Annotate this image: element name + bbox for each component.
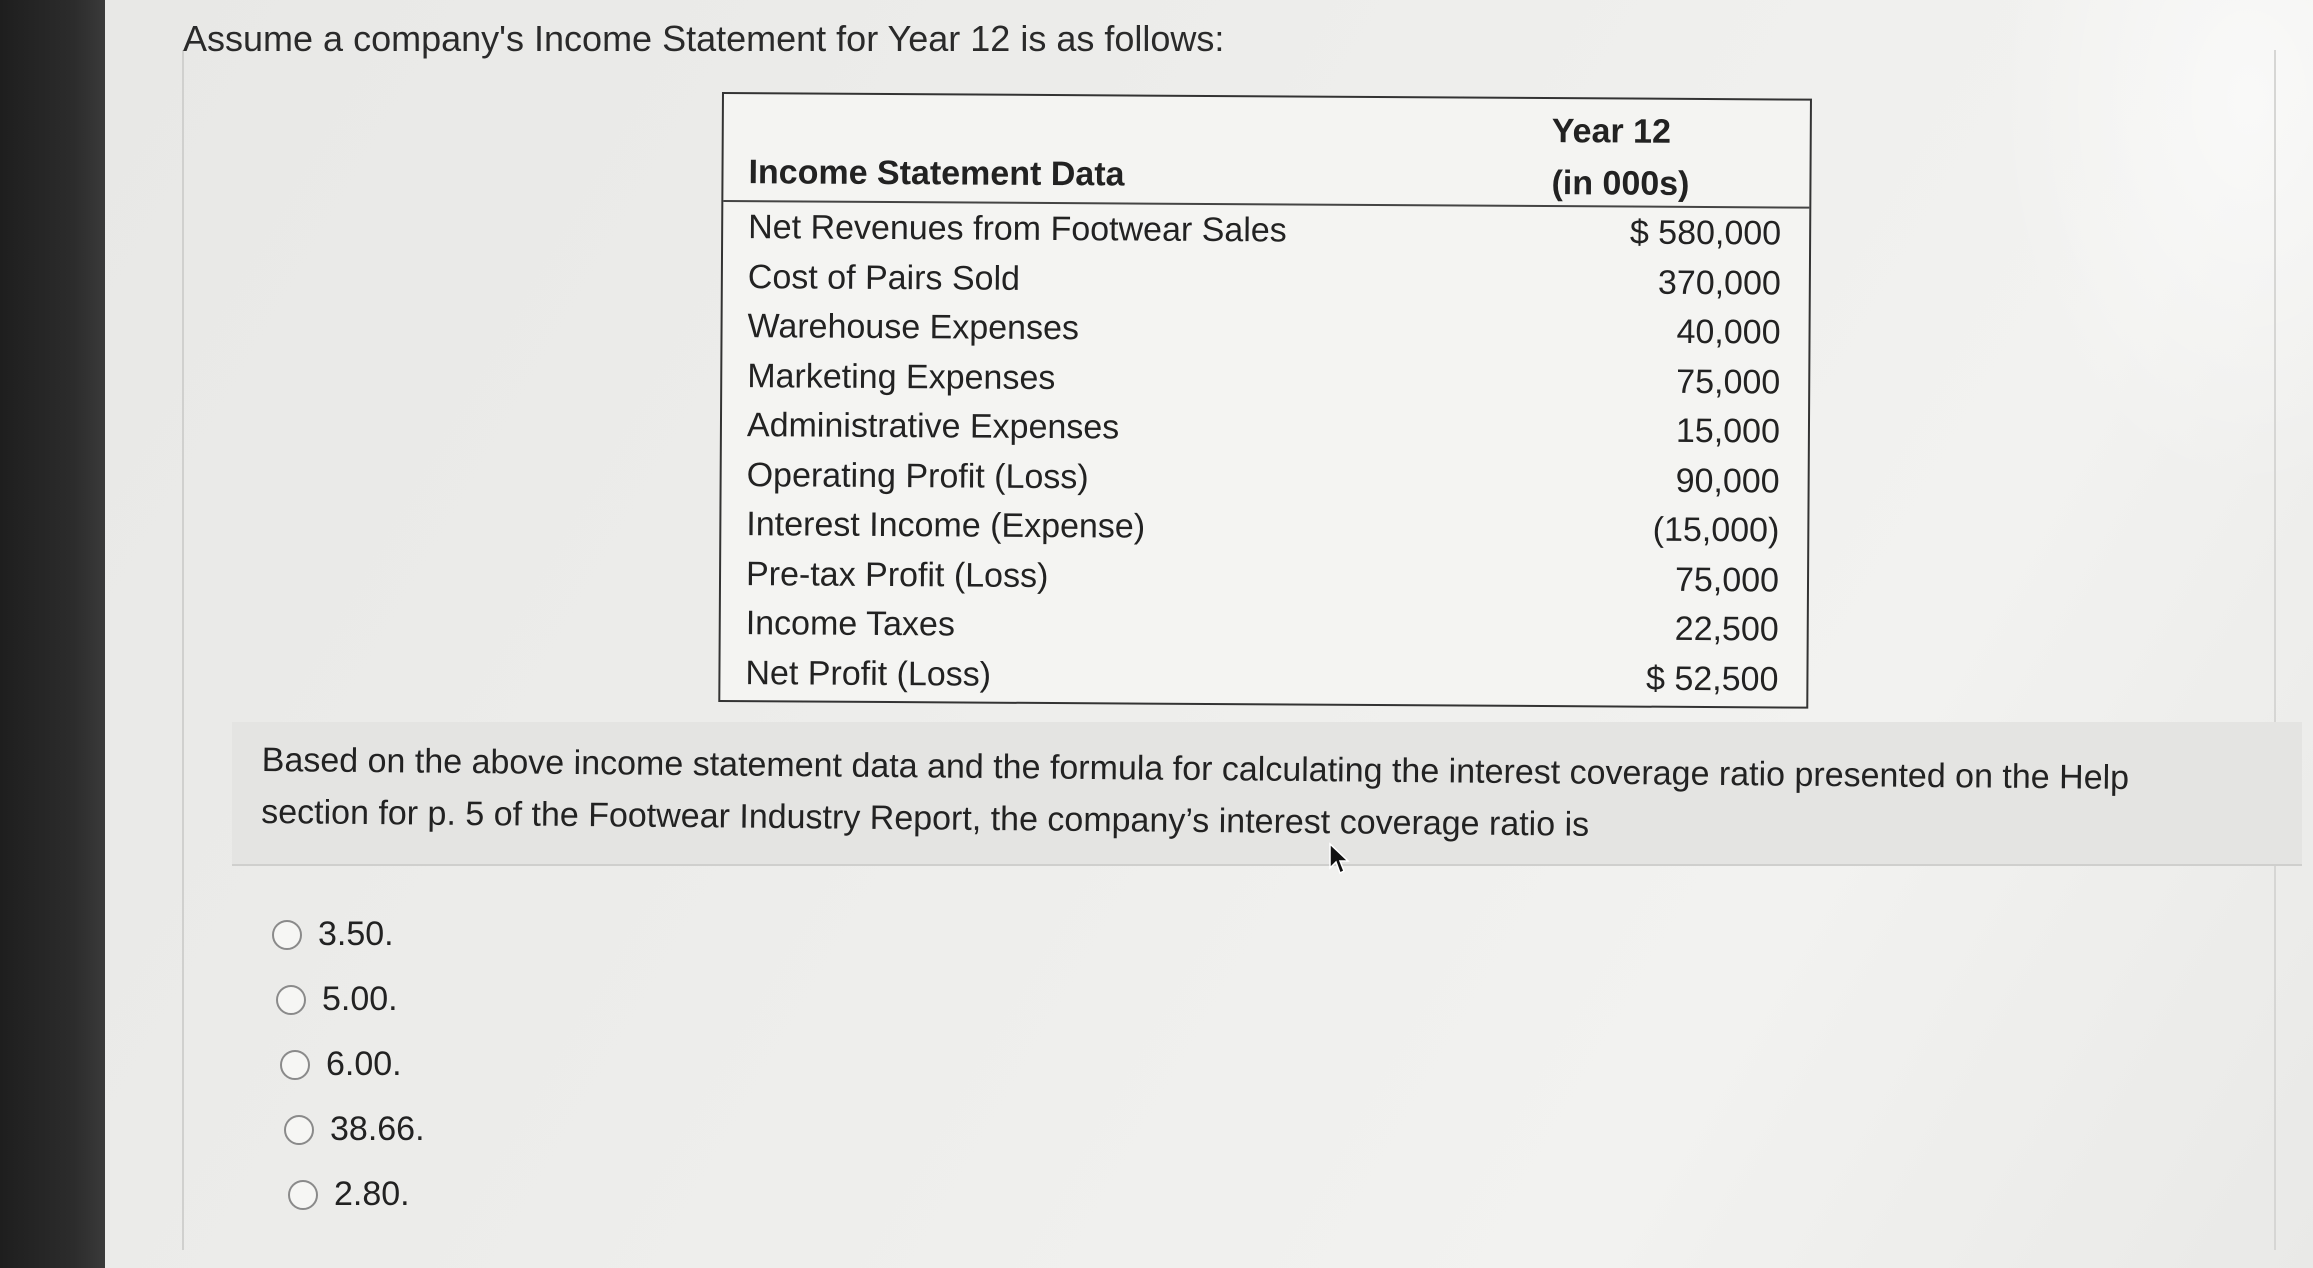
- question-band: [232, 722, 2302, 866]
- row-label: Net Profit (Loss): [745, 653, 992, 694]
- answer-option-label: 38.66.: [330, 1110, 425, 1148]
- row-label: Income Taxes: [745, 604, 956, 644]
- table-row: [721, 501, 1807, 557]
- table-header-row: [723, 94, 1810, 209]
- row-label: Warehouse Expenses: [747, 307, 1080, 348]
- table-header-year-line1: Year 12: [1551, 112, 1672, 151]
- radio-button[interactable]: [276, 985, 306, 1015]
- question-text: Based on the above income statement data and the formula for calculating the interest coverage ratio presented on the Help section for p. 5 of the Footwear Industry Report, the company’s interest coverage ratio is: [261, 740, 2130, 844]
- answer-options: [272, 902, 425, 1227]
- answer-option-label: 5.00.: [322, 980, 398, 1018]
- monitor-bezel: [0, 0, 105, 1268]
- table-header-label: Income Statement Data: [748, 153, 1125, 194]
- pointer-cursor-icon: [1328, 842, 1350, 876]
- table-row: [722, 303, 1808, 359]
- row-label: Marketing Expenses: [747, 356, 1056, 397]
- row-label: Operating Profit (Loss): [746, 455, 1089, 496]
- radio-button[interactable]: [288, 1180, 318, 1210]
- row-label: Interest Income (Expense): [746, 505, 1146, 546]
- answer-option-label: 2.80.: [334, 1175, 410, 1213]
- answer-option[interactable]: [288, 1162, 425, 1227]
- row-value: (15,000): [1652, 510, 1780, 550]
- answer-option[interactable]: [272, 902, 425, 967]
- row-label: Pre-tax Profit (Loss): [745, 554, 1049, 595]
- answer-option-label: 6.00.: [326, 1045, 402, 1083]
- row-label: Administrative Expenses: [746, 406, 1120, 447]
- row-value: $ 52,500: [1645, 659, 1779, 698]
- answer-option[interactable]: [276, 967, 425, 1032]
- radio-button[interactable]: [284, 1115, 314, 1145]
- row-value: $ 580,000: [1629, 213, 1782, 253]
- table-header-year: [1551, 105, 1690, 210]
- question-intro: Assume a company's Income Statement for Year 12 is as follows:: [183, 18, 1225, 59]
- answer-option-label: 3.50.: [318, 915, 394, 953]
- row-label: Net Revenues from Footwear Sales: [748, 208, 1287, 250]
- table-row: [720, 650, 1806, 706]
- table-row: [721, 600, 1807, 656]
- row-value: 22,500: [1674, 609, 1779, 649]
- radio-button[interactable]: [272, 920, 302, 950]
- radio-button[interactable]: [280, 1050, 310, 1080]
- table-row: [722, 452, 1808, 508]
- row-value: 370,000: [1657, 263, 1781, 302]
- row-value: 90,000: [1675, 461, 1780, 500]
- row-value: 75,000: [1674, 560, 1780, 599]
- income-statement-table: [718, 92, 1812, 709]
- row-value: 75,000: [1676, 362, 1781, 401]
- table-row: [722, 353, 1808, 409]
- table-row: [723, 204, 1809, 260]
- answer-option[interactable]: [280, 1032, 425, 1097]
- table-row: [723, 254, 1809, 310]
- table-row: [722, 402, 1808, 458]
- table-body: [720, 204, 1809, 706]
- table-header-year-line2: (in 000s): [1551, 164, 1690, 203]
- row-value: 15,000: [1675, 411, 1781, 451]
- answer-option[interactable]: [284, 1097, 425, 1162]
- row-value: 40,000: [1676, 312, 1781, 352]
- table-row: [721, 551, 1807, 607]
- row-label: Cost of Pairs Sold: [747, 257, 1021, 298]
